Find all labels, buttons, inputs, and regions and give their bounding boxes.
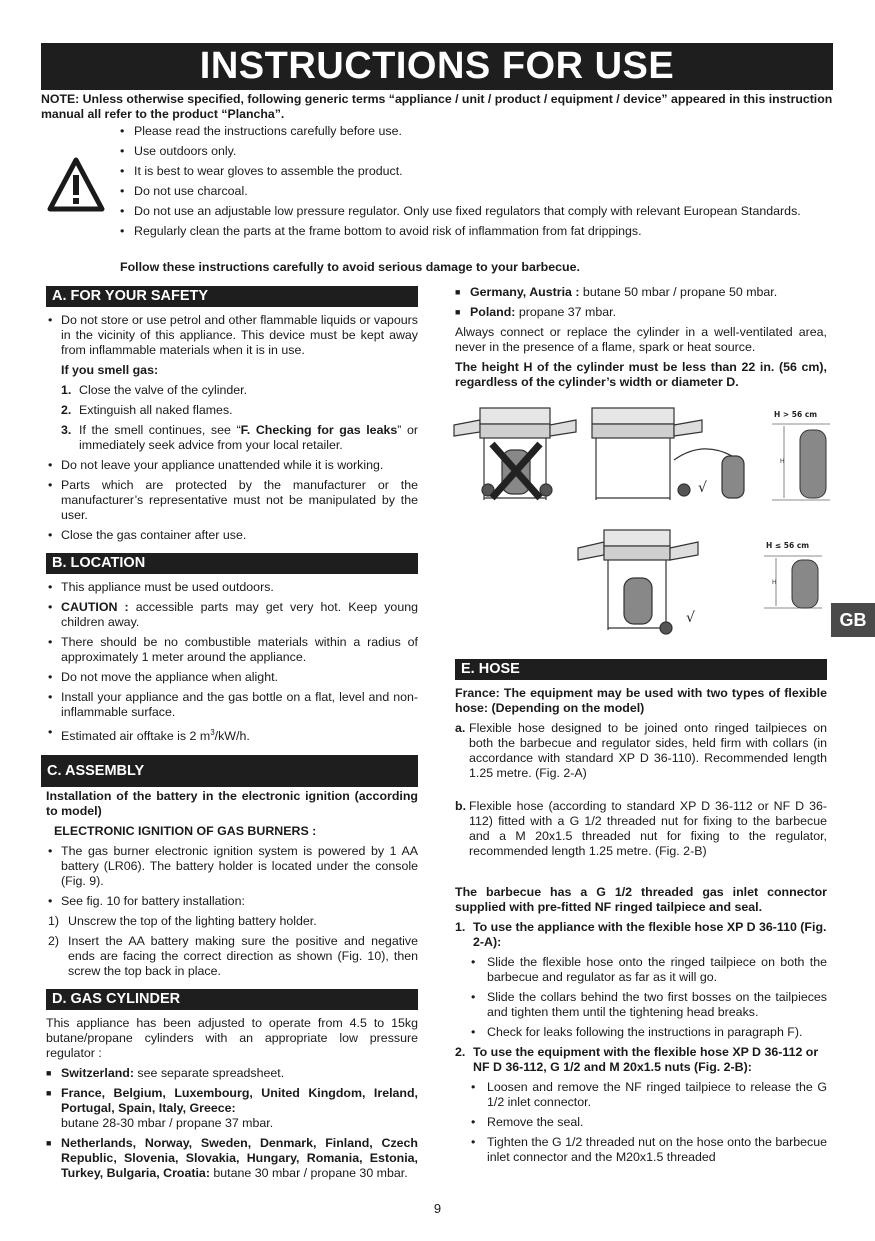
- section-heading-gas-cylinder: D. GAS CYLINDER: [46, 989, 418, 1010]
- inlet-connector-note: The barbecue has a G 1/2 threaded gas inlet connector supplied with pre-fitted NF ringed tailpiece and seal.: [455, 885, 827, 914]
- list-item: 2. To use the equipment with the flexible hose XP D 36-112 or NF D 36-112, G 1/2 and M 20x1.5 nuts (Fig. 2-B):: [455, 1045, 819, 1074]
- section-heading-hose: E. HOSE: [455, 659, 827, 680]
- hose-section: [455, 686, 827, 1170]
- battery-installation-heading: Installation of the battery in the electronic ignition (according to model): [46, 789, 418, 818]
- gas-cylinder-continued: [455, 285, 827, 390]
- hose-intro: France: The equipment may be used with two types of flexible hose: (Depending on the model): [455, 686, 827, 715]
- list-item: • Do not leave your appliance unattended while it is working.: [46, 458, 418, 473]
- list-item: 3. If the smell continues, see “F. Checking for gas leaks” or immediately seek advice from your local retailer.: [61, 423, 419, 452]
- ignition-subheading: ELECTRONIC IGNITION OF GAS BURNERS :: [54, 824, 317, 838]
- language-tab: GB: [831, 603, 875, 637]
- height-marker: H: [780, 458, 785, 465]
- barbecue-illustration-incorrect: [454, 408, 576, 500]
- list-item: • This appliance must be used outdoors.: [46, 580, 418, 595]
- list-item: • It is best to wear gloves to assemble the product.: [118, 164, 834, 179]
- list-item: • There should be no combustible materials within a radius of approximately 1 meter around the appliance.: [46, 635, 418, 665]
- list-item: • Do not store or use petrol and other flammable liquids or vapours in the vicinity of this appliance. This device must be kept away from inflammable materials when it is in use.: [46, 313, 418, 358]
- list-item: ■ Netherlands, Norway, Sweden, Denmark, Finland, Czech Republic, Slovenia, Slovakia, Hungary, Romania, Estonia, Turkey, Bulgaria, Croatia: butane 30 mbar / propane 30 mbar.: [46, 1136, 418, 1181]
- list-item: • See fig. 10 for battery installation:: [46, 894, 418, 909]
- list-item: • Parts which are protected by the manufacturer or the manufacturer’s representative must not be manipulated by the user.: [46, 478, 418, 523]
- section-heading-safety: A. FOR YOUR SAFETY: [46, 286, 418, 307]
- barbecue-illustration-correct-outside: [592, 408, 744, 500]
- height-diagram-greater: [772, 410, 830, 500]
- check-mark-icon: √: [686, 610, 695, 626]
- assembly-section: [46, 789, 418, 984]
- generic-terms-note: NOTE: Unless otherwise specified, following generic terms “appliance / unit / product / equipment / device” appeared in this instruction manual all refer to the product “Plancha”.: [41, 92, 833, 121]
- list-item: • Tighten the G 1/2 threaded nut on the hose onto the barbecue inlet connector and the M20x1.5 threaded: [455, 1135, 827, 1165]
- list-item: • Close the gas container after use.: [46, 528, 418, 543]
- gas-cylinder-section: [46, 1016, 418, 1186]
- barbecue-illustration-correct-inside: [578, 530, 698, 634]
- list-item: 1) Unscrew the top of the lighting battery holder.: [48, 914, 317, 928]
- list-item: • Install your appliance and the gas bottle on a flat, level and non-inflammable surface.: [46, 690, 418, 720]
- height-label-greater: H > 56 cm: [774, 410, 818, 419]
- list-item: ■ Germany, Austria : butane 50 mbar / propane 50 mbar.: [455, 285, 827, 300]
- smell-gas-heading: If you smell gas:: [61, 363, 159, 377]
- list-item: • Remove the seal.: [455, 1115, 827, 1130]
- list-item: 1. To use the appliance with the flexible hose XP D 36-110 (Fig. 2-A):: [455, 920, 827, 949]
- warning-triangle-icon: [45, 155, 107, 215]
- list-item: ■ France, Belgium, Luxembourg, United Kingdom, Ireland, Portugal, Spain, Italy, Greece: butane 28-30 mbar / propane 37 mbar.: [46, 1086, 418, 1131]
- list-item: ■ Poland: propane 37 mbar.: [455, 305, 827, 320]
- list-item: • The gas burner electronic ignition system is powered by 1 AA battery (LR06). The battery holder is located under the console (Fig. 9).: [46, 844, 418, 889]
- list-item: a. Flexible hose designed to be joined onto ringed tailpieces on both the barbecue and regulator sides, held firm with collars (in accordance with standard XP D 36-110). Recommended length 1.25 metre. (Fig. 2-A): [455, 721, 827, 780]
- list-item: • Slide the flexible hose onto the ringed tailpiece on both the barbecue and regulator as far as it will go.: [455, 955, 827, 985]
- list-item: b. Flexible hose (according to standard XP D 36-112 or NF D 36-112) fitted with a G 1/2 threaded nut for fixing to the barbecue and a M 20x1.5 threaded nut for fixing to the regulator, recommended length 1.25 metre. (Fig. 2-B): [455, 799, 827, 858]
- height-marker: H: [772, 579, 777, 586]
- list-item: • Regularly clean the parts at the frame bottom to avoid risk of inflammation from fat drippings.: [118, 224, 834, 239]
- page-number: 9: [433, 1201, 442, 1216]
- ventilation-paragraph: Always connect or replace the cylinder in a well-ventilated area, never in the presence of a flame, spark or heat source.: [455, 325, 827, 354]
- list-item: ■ Switzerland: see separate spreadsheet.: [46, 1066, 418, 1081]
- location-section: [46, 580, 418, 749]
- list-item: • Do not use charcoal.: [118, 184, 834, 199]
- list-item: 1. Close the valve of the cylinder.: [61, 383, 248, 397]
- list-item: • Check for leaks following the instructions in paragraph F).: [455, 1025, 827, 1040]
- list-item: • Estimated air offtake is 2 $m^3/kW/h$.: [46, 725, 418, 744]
- list-item: • CAUTION : accessible parts may get very hot. Keep young children away.: [46, 600, 418, 630]
- page-title: INSTRUCTIONS FOR USE: [199, 45, 675, 87]
- list-item: • Slide the collars behind the two first bosses on the tailpieces and tighten them until the tightening head breaks.: [455, 990, 827, 1020]
- height-diagram-less-equal: [764, 541, 822, 608]
- height-label-less-equal: H ≤ 56 cm: [766, 541, 810, 550]
- list-item: • Do not move the appliance when alight.: [46, 670, 418, 685]
- list-item: 2. Extinguish all naked flames.: [61, 403, 233, 417]
- cross-reference-link: F. Checking for gas leaks: [240, 423, 398, 437]
- check-mark-icon: √: [698, 480, 707, 496]
- cylinder-height-rule: The height H of the cylinder must be less than 22 in. (56 cm), regardless of the cylinder’s width or diameter D.: [455, 360, 827, 389]
- list-item: • Loosen and remove the NF ringed tailpiece to release the G 1/2 inlet connector.: [455, 1080, 827, 1110]
- page-title-banner: [41, 43, 833, 90]
- list-item: 2) Insert the AA battery making sure the positive and negative ends are facing the correct direction as shown (Fig. 10), then screw the top back in place.: [48, 934, 418, 978]
- follow-instructions-warning: Follow these instructions carefully to avoid serious damage to your barbecue.: [120, 260, 580, 274]
- section-heading-assembly: C. ASSEMBLY: [41, 755, 418, 787]
- section-heading-location: B. LOCATION: [46, 553, 418, 574]
- safety-section: [46, 313, 418, 548]
- list-item: • Please read the instructions carefully before use.: [118, 124, 834, 139]
- cylinder-height-figure: [452, 400, 832, 640]
- list-item: • Use outdoors only.: [118, 144, 834, 159]
- cylinder-intro: This appliance has been adjusted to operate from 4.5 to 15kg butane/propane cylinders with an appropriate low pressure regulator :: [46, 1016, 418, 1060]
- general-precautions-list: [118, 124, 834, 244]
- list-item: • Do not use an adjustable low pressure regulator. Only use fixed regulators that comply with relevant European Standards.: [118, 204, 834, 219]
